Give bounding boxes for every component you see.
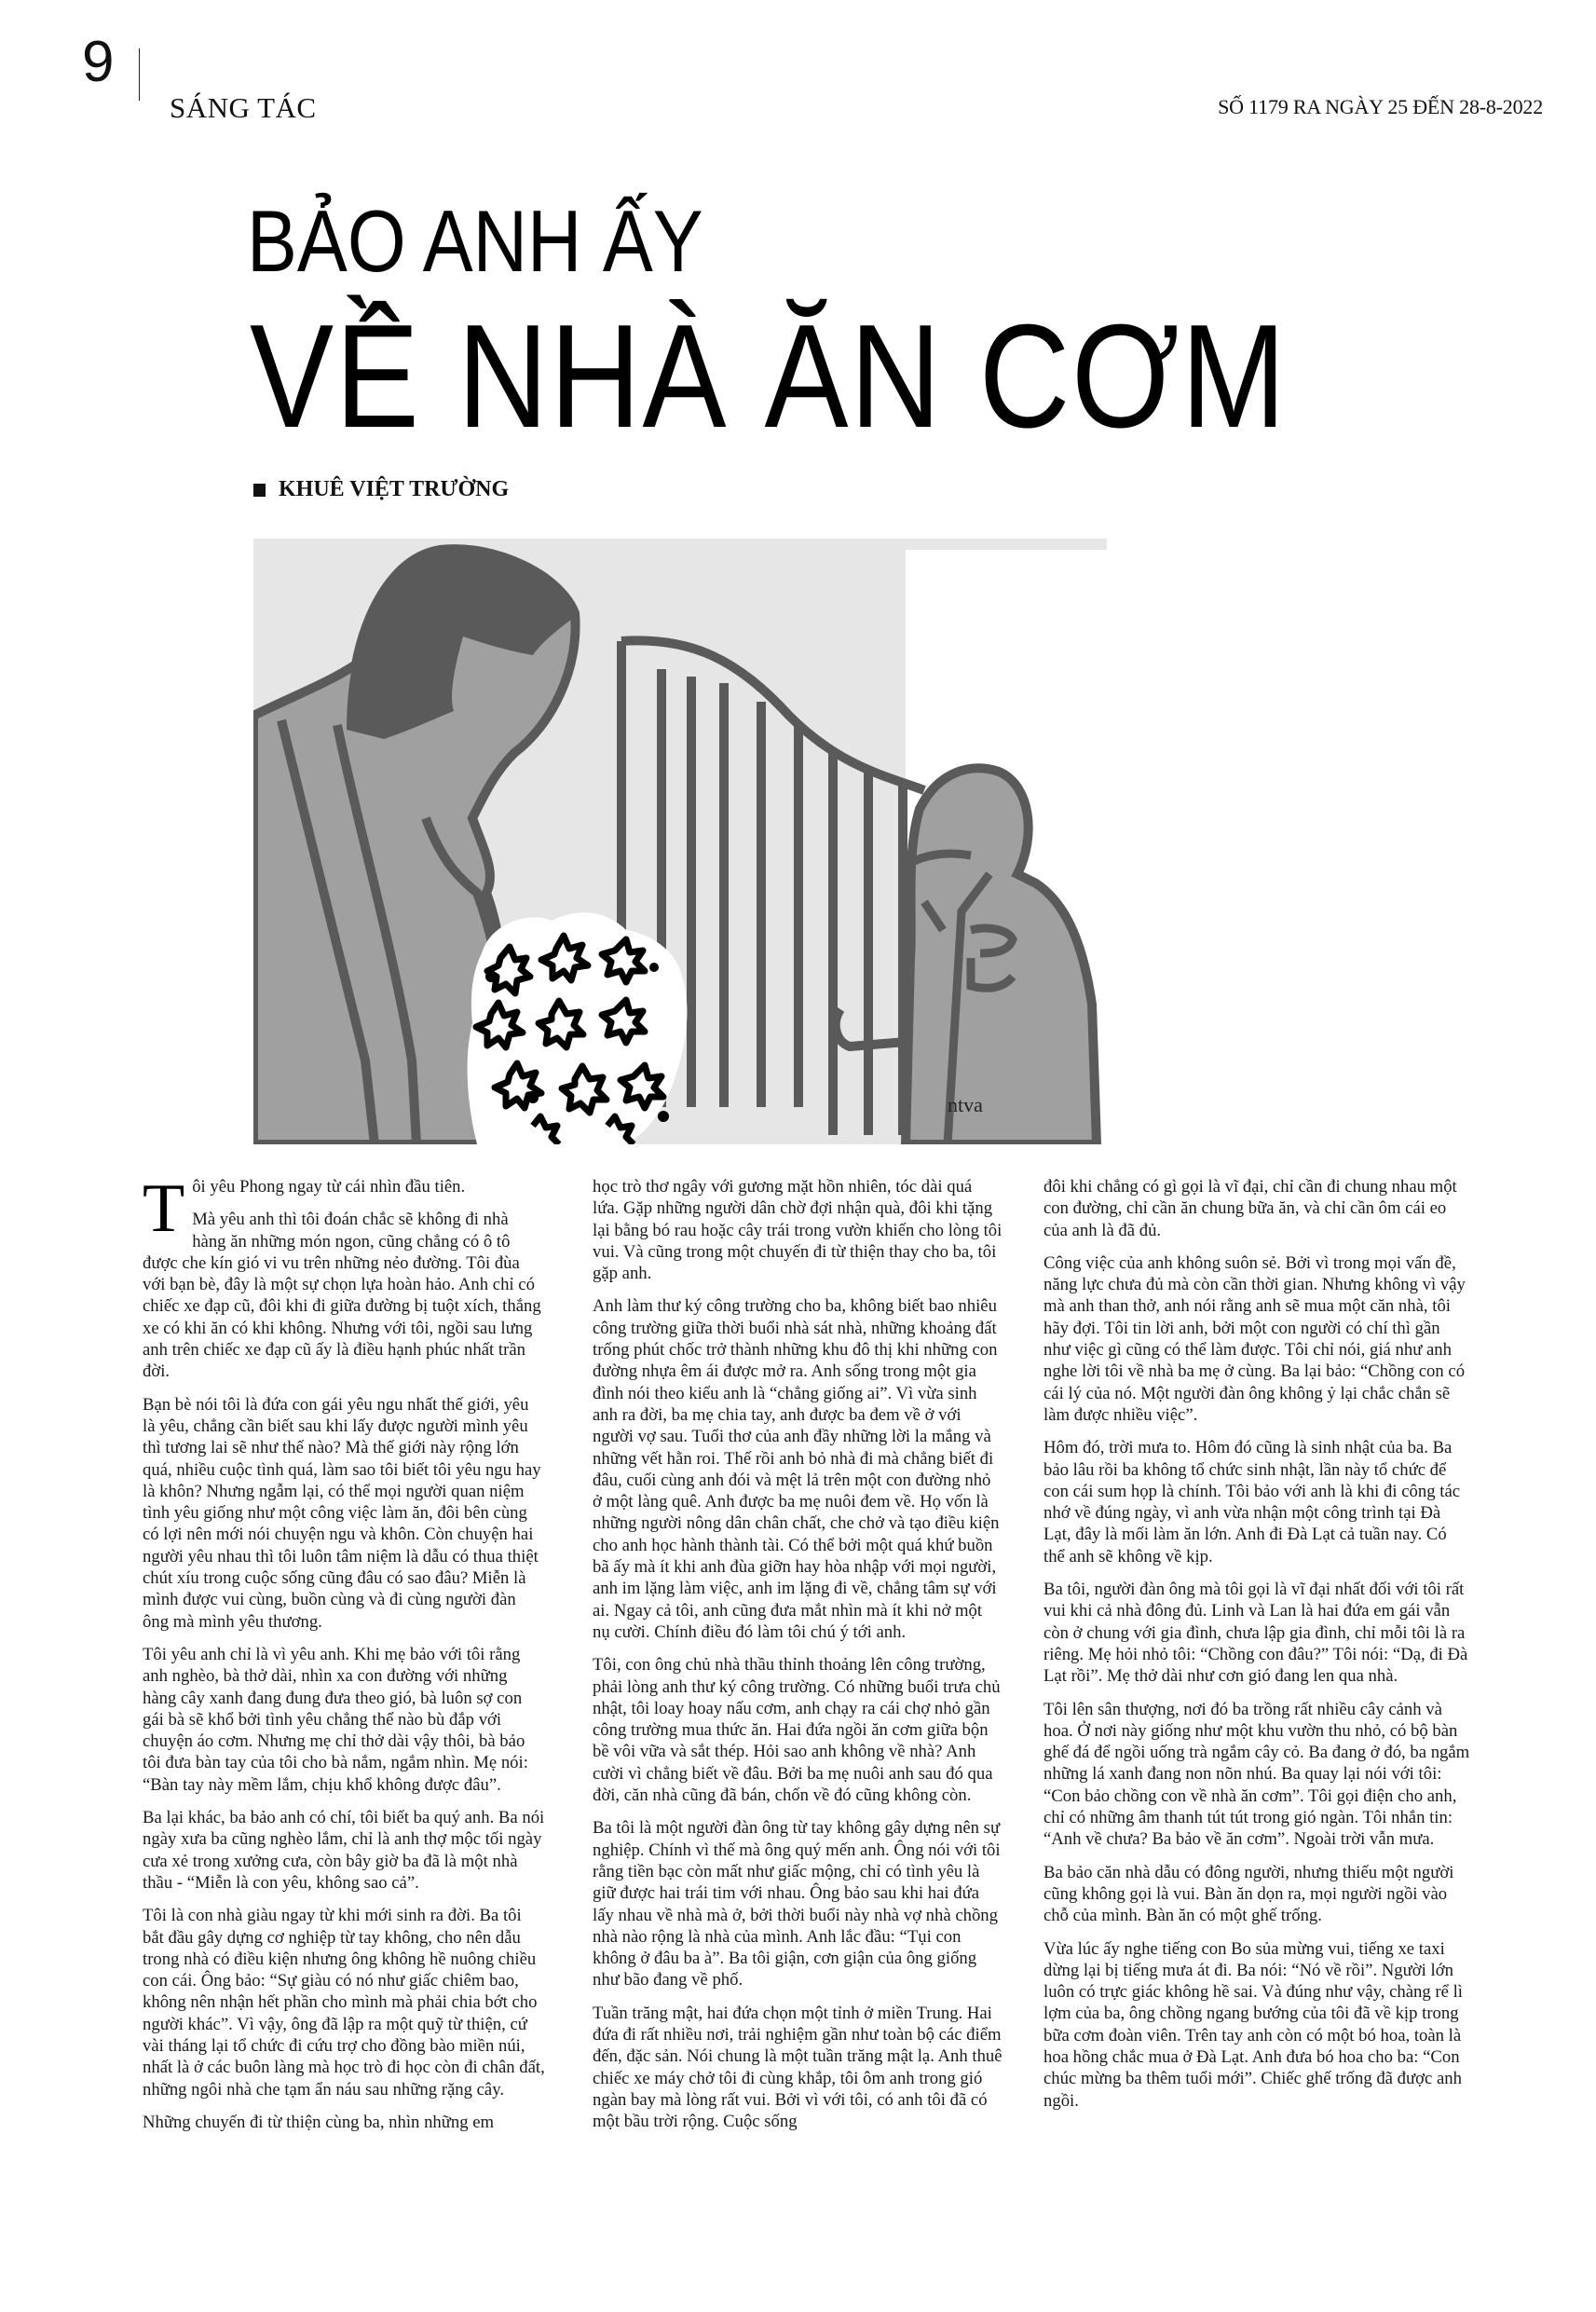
drop-cap: T xyxy=(143,1170,185,1247)
paragraph: Tôi yêu anh chỉ là vì yêu anh. Khi mẹ bảo với tôi rằng anh nghèo, bà thở dài, nhìn xa con đường với những hàng cây xanh đang đung đưa theo gió, bà luôn sợ con gái bà sẽ khổ bởi tình yêu chẳng thể nào bù đắp với chuyện áo cơm. Nhưng mẹ chỉ thở dài vậy thôi, bà bảo tôi đưa bàn tay của tôi cho bà nắm, ngắm nhìn. Mẹ nói: “Bàn tay này mềm lắm, chịu khổ không được đâu”. xyxy=(143,1644,528,1795)
paragraph: Bạn bè nói tôi là đứa con gái yêu ngu nhất thế giới, yêu là yêu, chẳng cần biết sau khi lấy được người mình yêu thì tương lai sẽ như thế nào? Mà thế giới này rộng lớn quá, nhiều cuộc tình quá, làm sao tôi biết tôi yêu ngu hay là khôn? Nhưng ngẫm lại, có thể mọi người quan niệm tình yêu giống như một công việc làm ăn, đôi bên cùng có lợi nên mới nói chuyện ngu và khôn. Còn chuyện hai người yêu nhau thì tôi luôn tâm niệm là dẫu có thua thiệt chút xíu trong cuộc sống cũng đâu có sao đâu? Miễn là mình được vui cùng, buồn cùng và đi cùng người đàn ông mà mình yêu thương. xyxy=(143,1394,541,1632)
illustration-signature: ntva xyxy=(948,1093,983,1116)
paragraph: Mà yêu anh thì tôi đoán chắc sẽ không đi nhà hàng ăn những món ngon, cũng chẳng có ô tô được che kín gió vi vu trên những nẻo đường. Tôi đùa với bạn bè, đây là một sự chọn lựa hoàn hảo. Anh chỉ có chiếc xe đạp cũ, đôi khi đi giữa đường bị tuột xích, thắng xe có khi ăn có khi không. Nhưng với tôi, ngồi sau lưng anh trên chiếc xe đạp cũ ấy là điều hạnh phúc nhất trần đời. xyxy=(143,1210,541,1382)
author-name: KHUÊ VIỆT TRƯỜNG xyxy=(279,477,510,501)
paragraph: Tuần trăng mật, hai đứa chọn một tỉnh ở miền Trung. Hai đứa đi rất nhiều nơi, trải nghiệm gần như toàn bộ các điểm đến, đặc sản. Nói chung là một tuần trăng mật lạ. Anh thuê chiếc xe máy chở tôi đi cùng khắp, tôi ôm anh trong gió ngàn bay mà lòng rất vui. Bởi vì với tôi, có anh tôi đã có một bầu trời rộng. Cuộc sống xyxy=(593,2003,1003,2132)
article-title-line2: VỀ NHÀ ĂN CƠM xyxy=(250,294,1288,458)
article-illustration xyxy=(253,539,1107,1144)
paragraph xyxy=(143,1170,545,1247)
article-column-3 xyxy=(1044,1176,1470,2123)
issue-info: SỐ 1179 RA NGÀY 25 ĐẾN 28-8-2022 xyxy=(1218,95,1543,118)
page-number: 9 xyxy=(82,30,115,94)
paragraph: Công việc của anh không suôn sẻ. Bởi vì trong mọi vấn đề, năng lực chưa đủ mà còn cần thời gian. Nhưng không vì vậy mà anh than thở, anh nói rằng anh sẽ mua một căn nhà, tôi hãy đợi. Tôi tin lời anh, bởi một con người có chí thì gần như việc gì cũng có thể làm được. Tôi chỉ nói, giá như anh nghe lời tôi về nhà ba mẹ ở cùng. Ba lại bảo: “Chồng con có cái lý của nó. Một người đàn ông không ỷ lại chắc chắn sẽ làm được nhiều việc”. xyxy=(1044,1252,1466,1425)
paragraph: Ba lại khác, ba bảo anh có chí, tôi biết ba quý anh. Ba nói ngày xưa ba cũng nghèo lắm, chỉ là anh thợ mộc tối ngày cưa xẻ trong xưởng cưa, còn bây giờ ba đã là một nhà thầu - “Miễn là con yêu, không sao cả”. xyxy=(143,1808,545,1893)
article-title-line1: BẢO ANH ẤY xyxy=(247,192,703,290)
flower-bouquet xyxy=(468,912,688,1144)
opening-line: ôi yêu Phong ngay từ cái nhìn đầu tiên. xyxy=(192,1177,466,1197)
paragraph: Những chuyến đi từ thiện cùng ba, nhìn những em xyxy=(143,2112,495,2132)
paragraph: Ba bảo căn nhà dẫu có đông người, nhưng thiếu một người cũng không gọi là vui. Bàn ăn dọn ra, mọi người ngồi vào chỗ của mình. Bàn ăn có một ghế trống. xyxy=(1044,1862,1454,1926)
paragraph: Tôi lên sân thượng, nơi đó ba trồng rất nhiều cây cảnh và hoa. Ở nơi này giống như một khu vườn thu nhỏ, có bộ bàn ghế đá để ngồi uống trà ngắm cây cỏ. Ba đang ở đó, ba ngắm những lá xanh đang non nõn nhú. Ba quay lại nói với tôi: “Con bảo chồng con về nhà ăn cơm”. Tôi gọi điện cho anh, chỉ có những âm thanh tút tút trong gió ngàn. Tôi nhắn tin: “Anh về chưa? Ba bảo về ăn cơm”. Ngoài trời vẫn mưa. xyxy=(1044,1699,1470,1850)
header-divider xyxy=(139,48,140,101)
paragraph: Tôi là con nhà giàu ngay từ khi mới sinh ra đời. Ba tôi bắt đầu gây dựng cơ nghiệp từ tay không, cho nên dẫu trong nhà có điều kiện nhưng ông không hề nuông chiều con cái. Ông bảo: “Sự giàu có nó như giấc chiêm bao, không nên nhận hết phần cho mình mà phải chia bớt cho người khác”. Vì vậy, ông đã lập ra một quỹ từ thiện, cứ vài tháng lại tổ chức đi cứu trợ cho đồng bào miền núi, nhất là ở các buôn làng mà học trò đi học còn đi chân đất, những ngôi nhà che tạm ẩn náu sau những rặng cây. xyxy=(143,1906,545,2100)
paragraph: Tôi, con ông chủ nhà thầu thỉnh thoảng lên công trường, phải lòng anh thư ký công trường. Có những buổi trưa chủ nhật, tôi loay hoay nấu cơm, anh chạy ra cái chợ nhỏ gần công trường mua thức ăn. Hai đứa ngồi ăn cơm giữa bộn bề vôi vữa và sắt thép. Hỏi sao anh không về nhà? Anh cười vì chẳng biết về đâu. Bởi ba mẹ nuôi anh sau đó qua đời, căn nhà cũng đã bán, chốn về đó cũng không còn. xyxy=(593,1655,1001,1806)
article-column-1 xyxy=(143,1170,545,2144)
paragraph: Hôm đó, trời mưa to. Hôm đó cũng là sinh nhật của ba. Ba bảo lâu rồi ba không tổ chức sinh nhật, lần này tổ chức để con cái sum họp là chính. Tôi bảo với anh là khi đi công tác nhớ về đúng ngày, vì anh vừa nhận một công trình tại Đà Lạt, đây là mối làm ăn lớn. Anh đi Đà Lạt cả tuần nay. Có thể anh sẽ không về kịp. xyxy=(1044,1438,1461,1566)
byline xyxy=(253,477,509,502)
square-bullet-icon xyxy=(253,484,266,497)
paragraph: Vừa lúc ấy nghe tiếng con Bo sủa mừng vui, tiếng xe taxi dừng lại bị tiếng mưa át đi. Ba nói: “Nó về rồi”. Người lớn luôn có trực giác không hề sai. Và đúng như vậy, chàng rể lì lợm của ba, ông chồng ngang bướng của tôi đã về kịp trong bữa cơm đoàn viên. Trên tay anh còn có một bó hoa, toàn là hoa hồng chắc mua ở Đà Lạt. Anh đưa bó hoa cho ba: “Con chúc mừng ba thêm tuổi mới”. Chiếc ghế trống đã được anh ngồi. xyxy=(1044,1938,1463,2111)
paragraph: học trò thơ ngây với gương mặt hồn nhiên, tóc dài quá lứa. Gặp những người dân chờ đợi nhận quà, đôi khi tặng lại bằng bó rau hoặc cây trái trong vườn khiến cho lòng tôi vui. Và cũng trong một chuyến đi từ thiện thay cho ba, tôi gặp anh. xyxy=(593,1177,1003,1284)
paragraph: đôi khi chẳng có gì gọi là vĩ đại, chỉ cần đi chung nhau một con đường, chỉ cần ăn chung bữa ăn, và chỉ cần ôm cái eo của anh là đã đủ. xyxy=(1044,1177,1457,1240)
paragraph: Anh làm thư ký công trường cho ba, không biết bao nhiêu công trường giữa thời buổi nhà sát nhà, những khoảng đất trống phút chốc trở thành những khu đô thị khi những con đường nhựa êm ái được mở ra. Anh sống trong một gia đình nói theo kiểu anh là “chẳng giống ai”. Vì vừa sinh anh ra đời, ba mẹ chia tay, anh được ba đem về ở với người vợ sau. Tuổi thơ của anh đầy những lời la mắng và những vết hằn roi. Thế rồi anh bỏ nhà đi mà chẳng biết đi đâu, cuối cùng anh đói và mệt lả trên một con đường nhỏ ở một làng quê. Anh được ba mẹ nuôi đem về. Họ vốn là những người nông dân chân chất, che chở và tạo điều kiện cho anh học hành thành tài. Có thể bởi một quá khứ buồn bã ấy mà ít khi anh đùa giỡn hay hòa nhập với mọi người, anh im lặng làm việc, anh im lặng đi về, chẳng tâm sự với ai. Ngay cả tôi, anh cũng đưa mắt nhìn mà ít khi nở một nụ cười. Chính điều đó làm tôi chú ý tới anh. xyxy=(593,1296,1000,1642)
paragraph: Ba tôi là một người đàn ông từ tay không gây dựng nên sự nghiệp. Chính vì thế mà ông quý mến anh. Ông nói với tôi rằng tiền bạc còn mất như giấc mộng, chỉ có tình yêu là giữ được hai trái tim với nhau. Ông bảo sau khi hai đứa lấy nhau về nhà mà ở, bởi thời buổi này nhà vợ nhà chồng nhà nào rộng là nhà của mình. Anh lắc đầu: “Tụi con không ở đâu ba à”. Ba tôi giận, cơn giận của ông giống như bão đang về phố. xyxy=(593,1818,1001,1991)
paragraph: Ba tôi, người đàn ông mà tôi gọi là vĩ đại nhất đối với tôi rất vui khi cả nhà đông đủ. Linh và Lan là hai đứa em gái vẫn còn ở chung với gia đình, chưa lập gia đình, chỉ mỗi tôi là ra riêng. Mẹ hỏi nhỏ tôi: “Chồng con đâu?” Tôi nói: “Dạ, đi Đà Lạt rồi”. Mẹ thở dài như cơn gió đang len qua nhà. xyxy=(1044,1580,1468,1687)
article-column-2 xyxy=(593,1176,1003,2143)
section-label: SÁNG TÁC xyxy=(170,91,317,124)
